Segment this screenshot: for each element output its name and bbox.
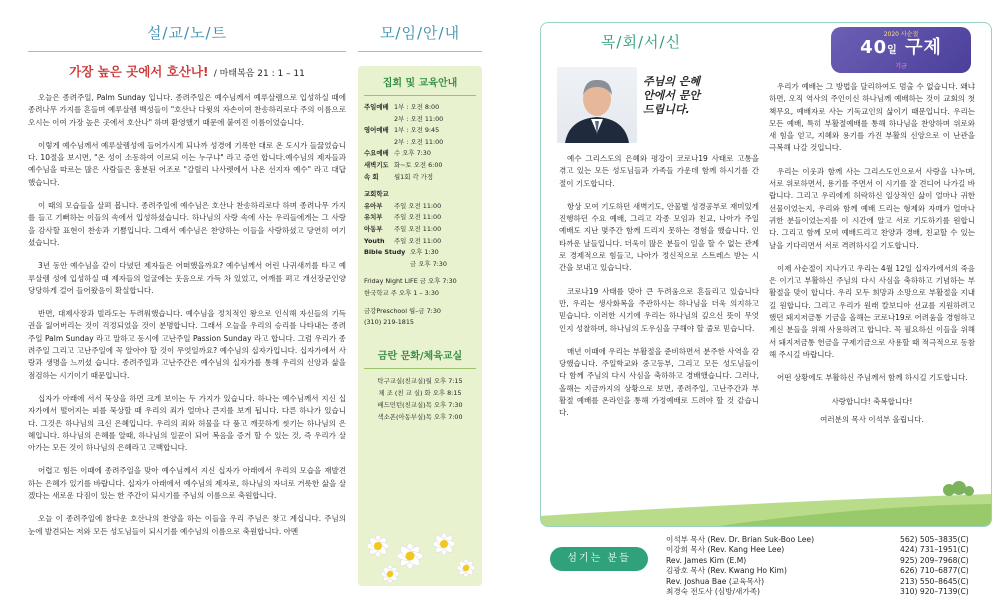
sermon-title-line xyxy=(28,61,346,80)
sermon-paragraph: 3년 동안 예수님을 같이 다녔던 제자들은 어떠했을까요? 예수님께서 어린 나귀새끼를 타고 예루살렘 성에 입성하실 때 제자들의 얼굴에는 웃음으로 가득 차 있었고, 어깨를 펴고 개선장군인양 당당하게 걸어 들어왔음이 확실합니다. xyxy=(28,261,346,295)
service-row: 주일예배 1부 : 오전 8:00 xyxy=(364,103,440,111)
service-row: 새벽기도 화~토 오전 6:00 xyxy=(364,160,443,169)
letter-paragraph: 매년 이때에 우리는 부활절을 준비하면서 분주한 사역을 감당했습니다. 주일학교와 중고등부, 그리고 모든 성도님들이 다 함께 주님의 다시 사심을 축하하고 경배했습니다. 그러나, 올해는 지금까지의 상황으로 보면, 종려주일, 고난주간과 부활절 예배를 온라인을 통해 가정예배로 드려야 할 것 같습니다. xyxy=(559,346,759,418)
ministers-section xyxy=(540,535,992,607)
culture-title: 금란 문화/체육교실 xyxy=(377,350,463,362)
sermon-title: 가장 높은 곳에서 호산나! xyxy=(69,64,209,79)
pastor-photo xyxy=(557,67,637,143)
minister-row: 이석부 목사 (Rev. Dr. Brian Suk-Boo Lee) 562) 505–3835(C) xyxy=(666,535,969,544)
letter-closing: 사랑합니다! 축복합니다! xyxy=(831,396,913,406)
letter-paragraph: 이제 사순절이 지나가고 우리는 4월 12일 십자가에서의 죽음은 이기고 부활하신 주님의 다시 사심을 축하하고 기념하는 부활절을 맞이 합니다. 우리 모두 희망과 소망으로 부활절을 지내길 원합니다. 그리고 우리가 원래 칼보디아 선교를 지원하려고 했던 돼지저금통 기금을 올해는 코로나19로 어려움을 경험하고 계신 분들을 위해 사용하려고 합니다. 꼭 필요하신 이들을 위해서 돼지저금통 헌금을 구제기금으로 사용할 때 적극적으로 동참해 주시길 바랍니다. xyxy=(769,263,975,359)
service-row: 영어예배 1부 : 오전 9:45 xyxy=(364,126,440,135)
culture-row: 탁구교실(친교실)월 오후 7:15 xyxy=(377,376,463,385)
letter-paragraph: 우리는 이웃과 함께 사는 그리스도인으로서 사랑을 나누며, 서로 위로하면서, 용기를 주면서 이 시기를 잘 견디어 나가길 바랍니다. 그리고 우리에게 허락하신 일상적인 삶이 얼마나 귀한 선물이었는지, 우리와 함께 예배 드리는 형제와 자매가 얼마나 귀한 분들이었는지를 이 시간에 알고 서로 기도하기를 원합니다. 그리고 함께 모여 예배드리고 찬양과 경배, 친교할 수 있는 날을 기다리면서 서로 격려하시길 기도합니다. xyxy=(769,166,975,250)
sermon-header: 설/교/노/트 xyxy=(146,24,228,42)
sermon-paragraph: 오늘 이 종려주일에 참다운 호산나의 찬양을 하는 이들을 우리 주님은 찾고 계십니다. 주님의 눈에 발견되는 저와 모든 성도님들이 되시기를 예수님의 이름으로 축원합니다. 아멘 xyxy=(28,514,346,536)
divider xyxy=(364,368,476,369)
sermon-section xyxy=(28,22,346,607)
green-hill-illustration xyxy=(540,466,991,526)
letter-paragraph: 우리가 예배는 그 방법을 달리하여도 멈출 수 없습니다. 왜냐하면, 오직 역사의 주인이신 하나님께 예배하는 것이 교회의 첫 책무요, 예배자로 사는 기독교인의 삶이기 때문입니다. 우리는 모든 예배, 특히 부활절예배를 통해 하나님을 찬양하며 위로와 새 힘을 얻고, 지혜와 용기를 가진 부활의 신앙으로 이 난관을 극복해 나갈 것입니다. xyxy=(769,82,975,153)
letter-paragraph: 코로나19 사태를 맞아 큰 두려움으로 흔들리고 있습니다만, 우리는 생사화복을 주관하시는 하나님을 더욱 의지하고 믿습니다. 이러한 시기에 우리는 하나님의 깊으신 뜻이 무엇인지 성찰하며, 하나님의 도우심을 구해야 할 줄로 믿습니다. xyxy=(559,286,759,333)
letter-column-right xyxy=(769,81,975,426)
lent-relief-fund-badge: 2020 사순절 40일 구제 기금 xyxy=(831,27,971,73)
meetings-box xyxy=(358,66,482,586)
pastor-portrait-icon xyxy=(557,67,637,143)
pastor-letter-section xyxy=(540,22,992,607)
ministers-list xyxy=(666,535,986,597)
culture-row: 체 조 (친 교 실) 화 오후 8:15 xyxy=(378,388,462,397)
worship-title: 집회 및 교육안내 xyxy=(382,78,458,89)
sermon-body xyxy=(28,92,346,538)
minister-row: Rev. James Kim (E.M) 925) 209–7968(C) xyxy=(666,555,969,565)
education-row: 아동부 주일 오전 11:00 xyxy=(364,224,442,233)
letter-paragraph: 항상 모여 기도하던 새벽기도, 안물별 성경공부로 재미있게 진행하던 수요 예배, 그리고 각종 모임과 친교, 나아가 주일 예배도 지난 몇주간 함께 드리지 못하는 경험을 했습니다. 인타까운 날들입니다. 더욱이 많은 분들이 일을 할 수 없는 관계로 경제적으로 힘들고, 나아가 정신적으로 스트레스 받는 시간을 보내고 있습니다. xyxy=(559,201,759,273)
ministers-button[interactable]: 섬기는 분들 xyxy=(550,547,648,571)
education-row: 유치부 주일 오전 11:00 xyxy=(364,213,442,222)
extra-row: Friday Night LIFE 금 오후 7:30 xyxy=(364,277,457,286)
meetings-section xyxy=(358,22,482,607)
education-label: 교회학교 xyxy=(364,190,389,199)
service-row: 2부 : 오전 11:00 xyxy=(394,137,444,146)
divider xyxy=(358,51,482,52)
service-row: 2부 : 오전 11:00 xyxy=(394,114,444,123)
letter-column-left xyxy=(559,153,759,431)
minister-row: Rev. Joshua Bae (교육목사) 213) 550–8645(C) xyxy=(666,576,969,586)
culture-row: 색소폰(아동부실)목 오후 7:00 xyxy=(377,412,463,421)
greeting-quote: 주님의 은혜 안에서 문안 드립니다. xyxy=(643,75,700,116)
extra-row: 한국학교 주 오후 1 – 3:30 xyxy=(364,288,439,297)
preschool-group xyxy=(364,306,476,329)
service-row: 수요예배 수 오후 7:30 xyxy=(364,149,431,158)
daisy-flowers-illustration xyxy=(358,476,482,586)
divider xyxy=(28,51,346,52)
letter-signoff: 여러분의 목사 이석부 올립니다. xyxy=(820,414,924,424)
preschool-row: 금강Preschool 월–금 7:30 xyxy=(364,306,441,315)
letter-paragraph: 어떤 상황에도 부활하신 주님께서 함께 하시길 기도합니다. xyxy=(777,373,968,383)
minister-row: 이강희 목사 (Rev. Kang Hee Lee) 424) 731–1951(C) xyxy=(666,545,969,555)
divider xyxy=(364,95,476,96)
service-row: 속 회 월1회 각 가정 xyxy=(364,172,433,181)
sermon-paragraph: 오늘은 종려주일, Palm Sunday 입니다. 종려주일은 예수님께서 예루살렘으로 입성하실 때에 종려나무 가지를 흔들며 예루살렘 백성들이 "호산나 다윗의 자손이여 찬송하리로다 주의 이름으로 오시는 이여 가장 높은 곳에서 호산나" 하며 환영했기 때문에 붙여진 이름이었습니다. xyxy=(28,93,346,127)
minister-row: 최경숙 전도사 (심방/새가족) 310) 920–7139(C) xyxy=(666,587,969,597)
meetings-header: 모/임/안/내 xyxy=(379,24,461,42)
education-row: 유아부 주일 오전 11:00 xyxy=(364,201,442,210)
pastor-letter-card xyxy=(540,22,992,527)
letter-paragraph: 예수 그리스도의 은혜와 평강이 코로나19 사태로 고통을 겪고 있는 모든 성도님들과 가족들 가운데 함께 하시기를 간절이 기도합니다. xyxy=(559,154,759,188)
sermon-paragraph: 이렇게 예수님께서 예루살렘성에 들어가시게 되나까 성경에 기록한 대로 온 도시가 들끓었습니다. 10절을 보시면, "온 성이 소동하여 이르되 이는 누구냐" 라고 증언 합니다.예수님의 제자들과 예수님을 따르는 많은 사람들은 흥분된 어조로 "갈릴리 나사렛에서 나온 선지자 예수" 라고 대답했습니다. xyxy=(28,140,346,187)
sermon-paragraph: 반면, 대제사장과 빌라도는 두려워했습니다. 예수님을 정치적인 왕으로 인식해 자신들의 기득권을 잃어버리는 것이 걱정되었을 것이 분명합니다. 그래서 오늘을 우리의 승리를 나타내는 종려주일 Palm Sunday 라고 말하고 동시에 고난주일 Passion Sunday 라고 합니다. 그럼 우리가 종려주일 그리고 고난주일에 꼭 알아야 할 것이 무엇일까요? 예수님의 십자가입니다. 십자가에서 사랑과 생명을 느끼셨 습니다. 종려주일과 고난주간은 예수님의 십자가를 통해 우리의 신앙과 삶을 점검하는 시기이기 때문입니다. xyxy=(28,309,346,380)
education-row: 금 오후 7:30 xyxy=(410,259,447,268)
minister-row: 김광호 목사 (Rev. Kwang Ho Kim) 626) 710–6877(C) xyxy=(666,566,969,576)
extra-group xyxy=(364,276,476,299)
sermon-paragraph: 어렵고 힘든 이때에 종려주일을 맞아 예수님께서 지신 십자가 아래에서 우리의 모습을 재발견하는 은혜가 있기를 바랍니다. 십자가 아래에서 예수님의 제자로, 하나님의 자녀로 거룩한 삶을 살겠다는 새로운 다짐이 있는 한 주간이 되시기를 주님의 이름으로 축원합니다. xyxy=(28,466,346,501)
education-row: Bible Study 오후 1:30 xyxy=(364,248,439,257)
education-row: Youth 주일 오전 11:00 xyxy=(364,236,442,245)
scripture-reference: / 마태복음 21 : 1 – 11 xyxy=(213,69,305,79)
sermon-paragraph: 십자가 아래에 서서 묵상을 하면 크게 보이는 두 가지가 있습니다. 하나는 예수님께서 지신 십자가에서 떨어지는 피를 묵상할 때 우리의 죄가 얼마나 큰지를 보게 됩니다. 다른 하나가 있습니다. 그것은 하나님의 크신 은혜입니다. 우리의 죄와 허물을 다 품고 깨끗하게 씻기는 하나님의 은혜입니다. 하나님의 은혜를 알때, 하나님의 일꾼이 되어 복음을 증거 할 수 있는 것, 즉 우리가 살아가는 모든 것이 하나님의 은혜라고 고백합니다. xyxy=(28,393,346,453)
education-group xyxy=(364,189,476,270)
sermon-paragraph: 이 때의 모습들을 살펴 봅니다. 종려주일에 예수님은 호산나 찬송하리로다 하며 종려나무 가지를 들고 기뻐하는 이들의 속에서 입성하셨습니다. 하나님의 사랑 속에 사는 우리들에게는 그 사랑을 감사할 표현이 찬송과 기쁨입니다. 그래서 예수님은 찬양하는 이들을 사랑하셨고 당연히 여기셨습니다. xyxy=(28,201,346,247)
culture-row: 배드민턴(친교실)목 오후 7:30 xyxy=(377,400,463,409)
pastor-letter-header: 목/회/서/신 xyxy=(600,33,682,51)
phone-number: (310) 219-1815 xyxy=(364,318,414,327)
